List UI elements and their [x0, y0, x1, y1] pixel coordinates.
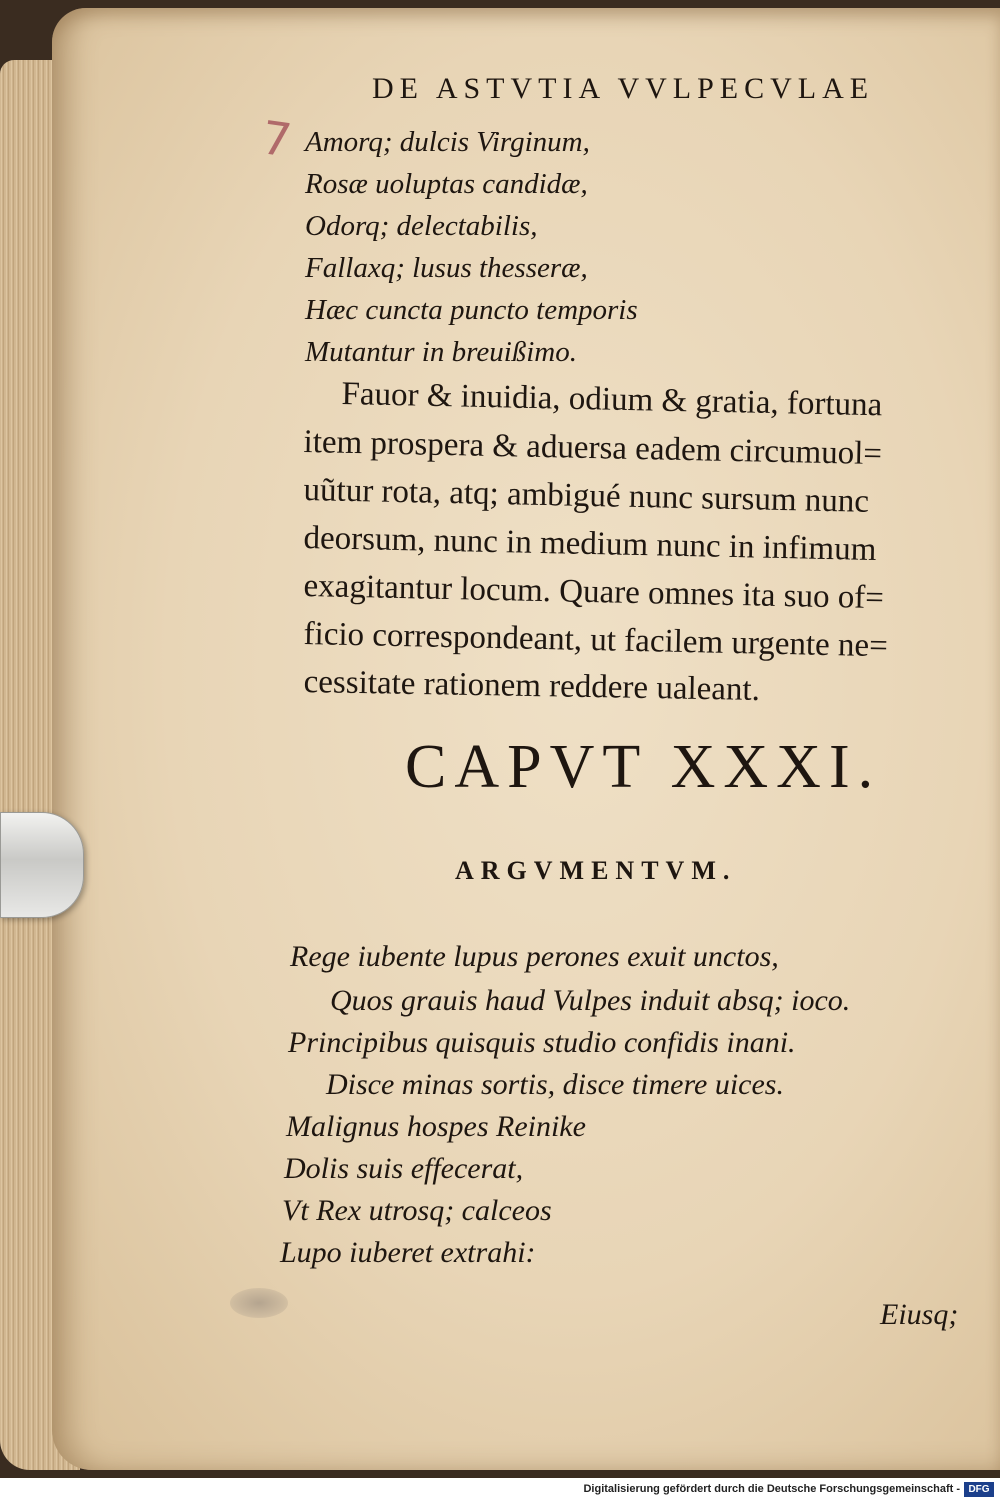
- margin-mark: 7: [258, 110, 295, 168]
- poem-line: Amorq; dulcis Virginum,: [305, 126, 590, 158]
- argument-line: Malignus hospes Reinike: [286, 1110, 586, 1143]
- argument-line: Quos grauis haud Vulpes induit absq; ioco.: [330, 984, 851, 1017]
- page-clip: [0, 812, 84, 918]
- chapter-title: CAPVT XXXI.: [405, 733, 882, 801]
- poem-line: Fallaxq; lusus thesseræ,: [305, 252, 588, 284]
- funding-credit: Digitalisierung gefördert durch die Deutsche Forschungsgemeinschaft -: [583, 1483, 960, 1495]
- paper-stain: [230, 1288, 288, 1318]
- argument-line: Vt Rex utrosq; calceos: [282, 1194, 552, 1227]
- catchword: Eiusq;: [880, 1298, 959, 1331]
- prose-line: exagitantur locum. Quare omnes ita suo of=: [303, 568, 885, 617]
- argument-line: Rege iubente lupus perones exuit unctos,: [290, 940, 779, 973]
- footer-bar: [0, 1478, 1000, 1502]
- prose-line: ficio correspondeant, ut facilem urgente ne=: [303, 616, 889, 665]
- argument-label: ARGVMENTVM.: [455, 856, 737, 885]
- poem-line: Rosæ uoluptas candidæ,: [305, 168, 588, 200]
- argument-line: Dolis suis effecerat,: [284, 1152, 524, 1185]
- prose-line: uũtur rota, atq; ambigué nunc sursum nunc: [303, 472, 870, 520]
- argument-line: Principibus quisquis studio confidis inani.: [288, 1026, 796, 1059]
- running-head: DE ASTVTIA VVLPECVLAE: [372, 72, 875, 105]
- poem-line: Odorq; delectabilis,: [305, 210, 538, 242]
- dfg-logo: DFG: [964, 1482, 994, 1497]
- argument-line: Disce minas sortis, disce timere uices.: [326, 1068, 784, 1101]
- poem-line: Mutantur in breuißimo.: [305, 336, 578, 368]
- prose-line: cessitate rationem reddere ualeant.: [303, 664, 761, 708]
- prose-line: item prospera & aduersa eadem circumuol=: [303, 424, 883, 473]
- prose-line: deorsum, nunc in medium nunc in infimum: [303, 520, 877, 568]
- argument-line: Lupo iuberet extrahi:: [280, 1236, 536, 1269]
- poem-line: Hæc cuncta puncto temporis: [305, 294, 638, 326]
- prose-line: Fauor & inuidia, odium & gratia, fortuna: [341, 376, 883, 424]
